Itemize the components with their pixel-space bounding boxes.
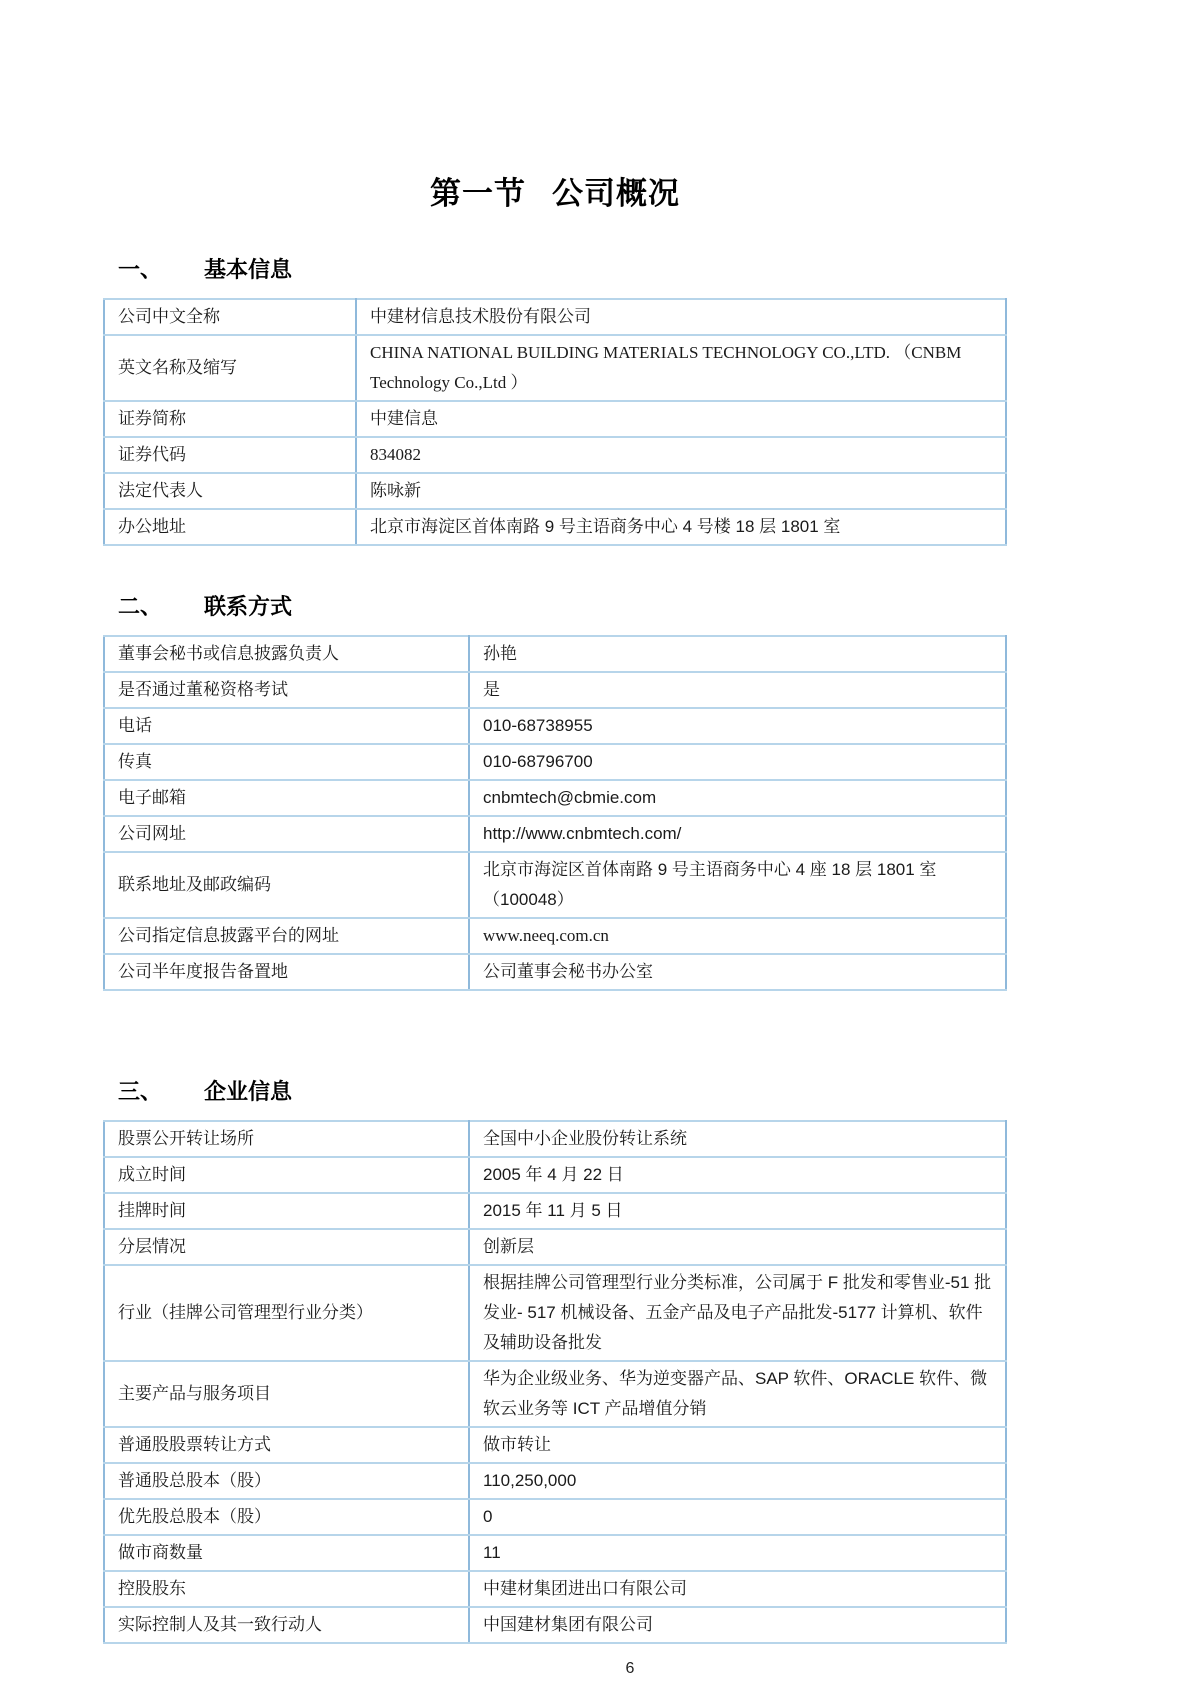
row-value-cell: 是 [469,672,1006,708]
table-row [104,1607,1006,1643]
row-value-cell: 010-68796700 [469,744,1006,780]
table-row [104,1571,1006,1607]
row-label-cell: 优先股总股本（股） [104,1499,469,1535]
row-label-cell: 公司中文全称 [104,299,356,335]
row-label-cell: 董事会秘书或信息披露负责人 [104,636,469,672]
table-row [104,1499,1006,1535]
section-heading [103,253,1007,284]
table-row [104,918,1006,954]
page-title [103,168,1007,213]
row-value-cell: 北京市海淀区首体南路 9 号主语商务中心 4 座 18 层 1801 室（100048） [469,852,1006,918]
row-value-cell: 11 [469,1535,1006,1571]
table-row [104,1361,1006,1427]
row-value-cell: 华为企业级业务、华为逆变器产品、SAP 软件、ORACLE 软件、微软云业务等 ICT 产品增值分销 [469,1361,1006,1427]
table-row [104,1193,1006,1229]
row-value-cell: 陈咏新 [356,473,1006,509]
table-row [104,473,1006,509]
row-value-cell: 010-68738955 [469,708,1006,744]
table-row [104,1121,1006,1157]
table-row [104,401,1006,437]
page-number: 6 [625,1660,635,1677]
row-value-cell: 公司董事会秘书办公室 [469,954,1006,990]
row-label-cell: 做市商数量 [104,1535,469,1571]
row-label-cell: 公司半年度报告备置地 [104,954,469,990]
row-value-cell: 834082 [356,437,1006,473]
row-label-cell: 普通股总股本（股） [104,1463,469,1499]
table-row [104,816,1006,852]
row-label-cell: 行业（挂牌公司管理型行业分类） [104,1265,469,1361]
row-value-cell: 做市转让 [469,1427,1006,1463]
row-value-cell: 孙艳 [469,636,1006,672]
table-row [104,852,1006,918]
row-value-cell: 2015 年 11 月 5 日 [469,1193,1006,1229]
row-label-cell: 公司网址 [104,816,469,852]
table-row [104,744,1006,780]
section-heading [103,1075,1007,1106]
table-row [104,1427,1006,1463]
row-label-cell: 公司指定信息披露平台的网址 [104,918,469,954]
page-title-part-2: 公司概况 [552,176,680,211]
row-value-cell: 中建材信息技术股份有限公司 [356,299,1006,335]
page-title-part-1: 第一节 [430,176,526,211]
row-value-cell: 2005 年 4 月 22 日 [469,1157,1006,1193]
table-row [104,954,1006,990]
row-value-cell: 根据挂牌公司管理型行业分类标准，公司属于 F 批发和零售业-51 批发业- 517 机械设备、五金产品及电子产品批发-5177 计算机、软件及辅助设备批发 [469,1265,1006,1361]
row-label-cell: 成立时间 [104,1157,469,1193]
section-number: 三、 [118,1079,163,1104]
table-row [104,672,1006,708]
section-heading-label: 企业信息 [204,1079,293,1104]
row-label-cell: 控股股东 [104,1571,469,1607]
table-row [104,1535,1006,1571]
row-value-cell: www.neeq.com.cn [469,918,1006,954]
table-row [104,1157,1006,1193]
table-row [104,509,1006,545]
section-contact-info [103,590,1007,991]
row-value-cell: 全国中小企业股份转让系统 [469,1121,1006,1157]
row-value-cell: CHINA NATIONAL BUILDING MATERIALS TECHNOLOGY CO.,LTD. （CNBM Technology Co.,Ltd ） [356,335,1006,401]
table-row [104,780,1006,816]
table-row [104,708,1006,744]
row-value-cell: cnbmtech@cbmie.com [469,780,1006,816]
section-number: 一、 [118,257,163,282]
row-value-cell: 中建材集团进出口有限公司 [469,1571,1006,1607]
row-value-cell: http://www.cnbmtech.com/ [469,816,1006,852]
row-label-cell: 挂牌时间 [104,1193,469,1229]
row-label-cell: 分层情况 [104,1229,469,1265]
section-enterprise-info [103,1075,1007,1644]
row-label-cell: 股票公开转让场所 [104,1121,469,1157]
row-label-cell: 联系地址及邮政编码 [104,852,469,918]
contact-info-table [103,635,1007,991]
document-page [103,0,1007,1678]
section-heading [103,590,1007,621]
table-row [104,335,1006,401]
table-row [104,437,1006,473]
section-heading-label: 联系方式 [204,594,293,619]
row-value-cell: 中国建材集团有限公司 [469,1607,1006,1643]
row-label-cell: 普通股股票转让方式 [104,1427,469,1463]
section-basic-info [103,253,1007,546]
section-number: 二、 [118,594,163,619]
row-label-cell: 证券代码 [104,437,356,473]
table-row [104,299,1006,335]
row-value-cell: 创新层 [469,1229,1006,1265]
row-label-cell: 办公地址 [104,509,356,545]
table-row [104,1265,1006,1361]
table-row [104,1463,1006,1499]
row-label-cell: 英文名称及缩写 [104,335,356,401]
section-heading-label: 基本信息 [204,257,293,282]
row-label-cell: 传真 [104,744,469,780]
row-label-cell: 实际控制人及其一致行动人 [104,1607,469,1643]
row-label-cell: 法定代表人 [104,473,356,509]
row-label-cell: 证券简称 [104,401,356,437]
row-value-cell: 中建信息 [356,401,1006,437]
enterprise-info-table [103,1120,1007,1644]
row-label-cell: 电子邮箱 [104,780,469,816]
basic-info-table [103,298,1007,546]
row-value-cell: 北京市海淀区首体南路 9 号主语商务中心 4 号楼 18 层 1801 室 [356,509,1006,545]
table-row [104,636,1006,672]
row-label-cell: 电话 [104,708,469,744]
row-value-cell: 110,250,000 [469,1463,1006,1499]
row-label-cell: 主要产品与服务项目 [104,1361,469,1427]
row-label-cell: 是否通过董秘资格考试 [104,672,469,708]
row-value-cell: 0 [469,1499,1006,1535]
table-row [104,1229,1006,1265]
